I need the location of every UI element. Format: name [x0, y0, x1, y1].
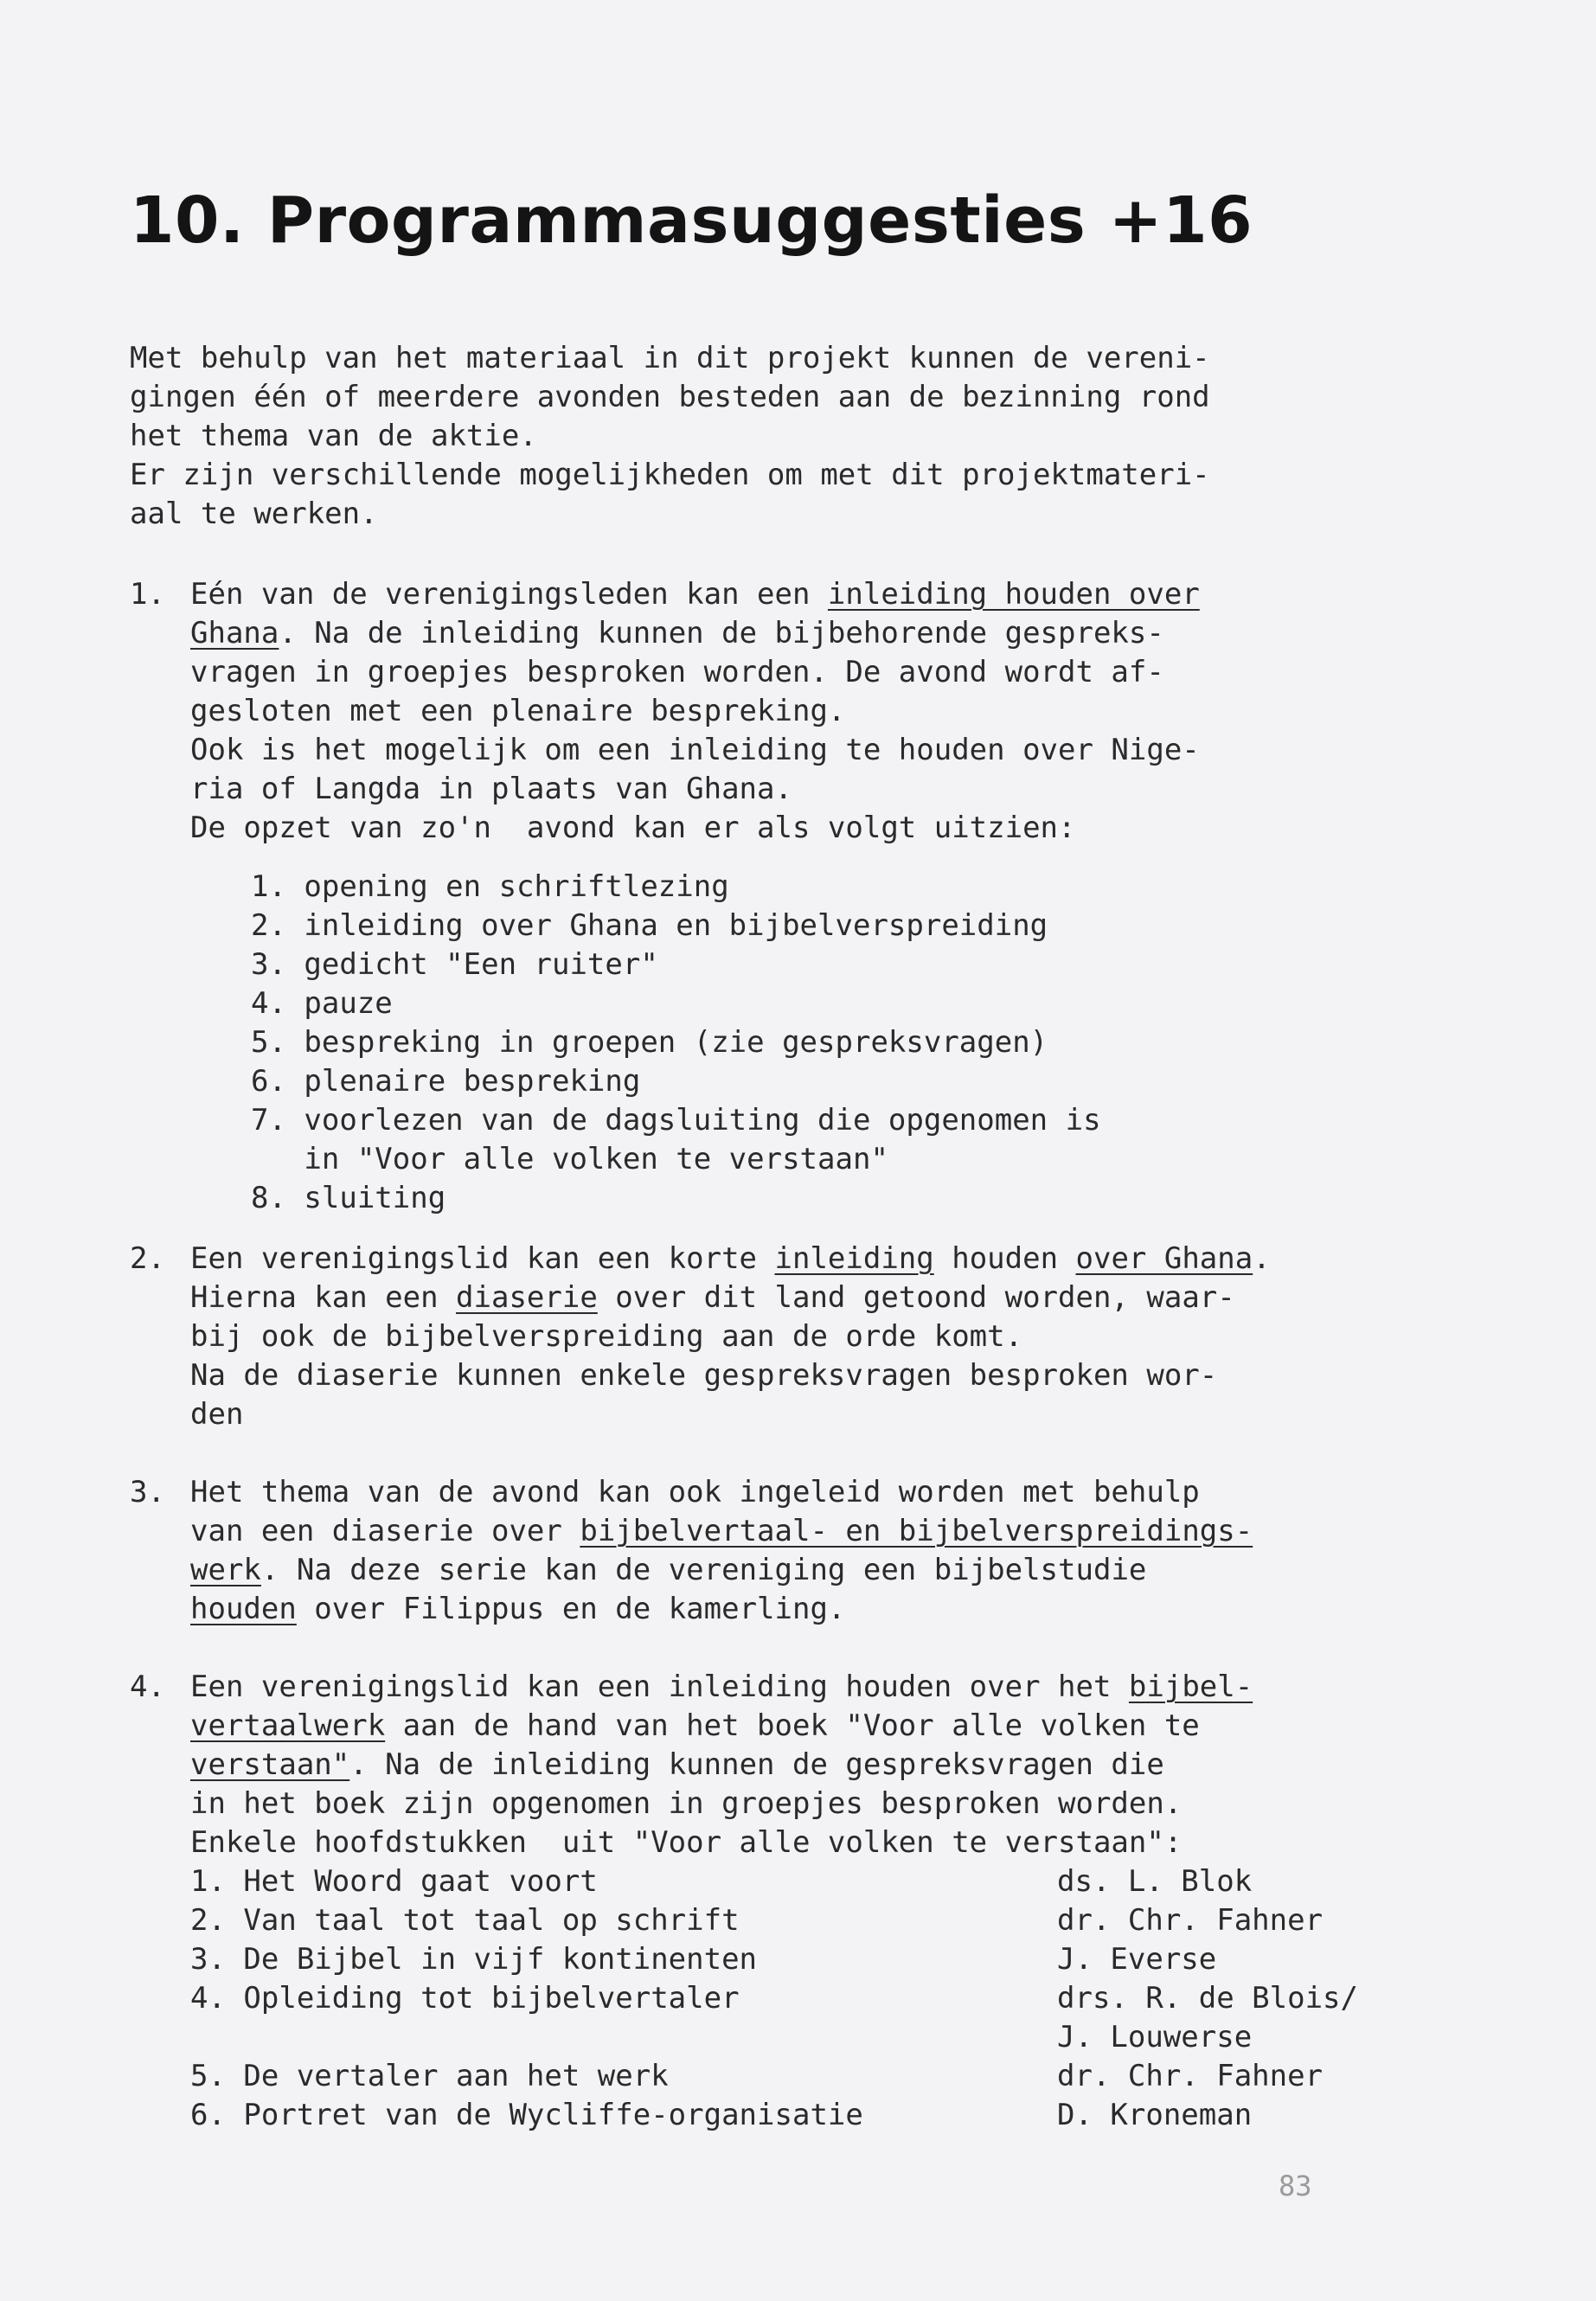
program-item: 4. pauze — [251, 986, 393, 1021]
item1-line: gesloten met een plenaire bespreking. — [190, 694, 846, 728]
chapter-author: drs. R. de Blois/ — [1057, 1981, 1358, 2016]
item3-line: werk. Na deze serie kan de vereniging een bijbelstudie — [190, 1553, 1147, 1587]
chapter-title: 2. Van taal tot taal op schrift — [190, 1903, 740, 1938]
chapter-author: J. Everse — [1057, 1942, 1217, 1977]
chapter-author: D. Kroneman — [1057, 2098, 1253, 2132]
item4-line: in het boek zijn opgenomen in groepjes besproken worden. — [190, 1786, 1183, 1821]
chapter-title: 5. De vertaler aan het werk — [190, 2059, 669, 2093]
chapter-title: 3. De Bijbel in vijf kontinenten — [190, 1942, 758, 1977]
program-item: 6. plenaire bespreking — [251, 1064, 641, 1099]
item-number: 4. — [130, 1670, 165, 1704]
item1-line: Ook is het mogelijk om een inleiding te houden over Nige- — [190, 733, 1200, 767]
item1-line: De opzet van zo'n avond kan er als volgt uitzien: — [190, 811, 1076, 845]
item2-line: bij ook de bijbelverspreiding aan de orde komt. — [190, 1319, 1023, 1354]
program-item: 1. opening en schriftlezing — [251, 869, 729, 904]
item3-line: houden over Filippus en de kamerling. — [190, 1592, 846, 1626]
item1-line: Ghana. Na de inleiding kunnen de bijbehorende gespreks- — [190, 616, 1164, 651]
intro-line: gingen één of meerdere avonden besteden aan de bezinning rond — [130, 380, 1210, 414]
item4-line: vertaalwerk aan de hand van het boek "Voor alle volken te — [190, 1708, 1200, 1743]
item2-line: Hierna kan een diaserie over dit land getoond worden, waar- — [190, 1280, 1235, 1315]
item4-line: verstaan". Na de inleiding kunnen de gespreksvragen die — [190, 1747, 1164, 1782]
item2-line: Een verenigingslid kan een korte inleiding houden over Ghana. — [190, 1241, 1271, 1276]
page-title: 10. Programmasuggesties +16 — [130, 183, 1253, 258]
item4-line: Een verenigingslid kan een inleiding houden over het bijbel- — [190, 1670, 1253, 1704]
chapter-author: J. Louwerse — [1057, 2020, 1253, 2054]
program-item: in "Voor alle volken te verstaan" — [251, 1142, 888, 1176]
item3-line: van een diaserie over bijbelvertaal- en bijbelverspreidings- — [190, 1514, 1253, 1548]
program-item: 2. inleiding over Ghana en bijbelverspreiding — [251, 908, 1048, 943]
item3-line: Het thema van de avond kan ook ingeleid worden met behulp — [190, 1475, 1200, 1509]
program-item: 3. gedicht "Een ruiter" — [251, 947, 658, 982]
intro-line: aal te werken. — [130, 497, 378, 531]
item4-line: Enkele hoofdstukken uit "Voor alle volken te verstaan": — [190, 1825, 1183, 1860]
item2-line: den — [190, 1397, 244, 1432]
item-number: 3. — [130, 1475, 165, 1509]
intro-line: het thema van de aktie. — [130, 419, 537, 453]
item2-line: Na de diaserie kunnen enkele gespreksvragen besproken wor- — [190, 1358, 1218, 1393]
item1-line: ria of Langda in plaats van Ghana. — [190, 772, 792, 806]
item-number: 1. — [130, 577, 165, 612]
program-item: 5. bespreking in groepen (zie gespreksvragen) — [251, 1025, 1048, 1060]
chapter-author: dr. Chr. Fahner — [1057, 2059, 1324, 2093]
intro-line: Er zijn verschillende mogelijkheden om met dit projektmateri- — [130, 458, 1210, 492]
page-number: 83 — [1279, 2170, 1312, 2202]
chapter-title: 1. Het Woord gaat voort — [190, 1864, 598, 1899]
chapter-title: 4. Opleiding tot bijbelvertaler — [190, 1981, 740, 2016]
chapter-author: ds. L. Blok — [1057, 1864, 1253, 1899]
item1-line: vragen in groepjes besproken worden. De avond wordt af- — [190, 655, 1164, 689]
chapter-author: dr. Chr. Fahner — [1057, 1903, 1324, 1938]
intro-line: Met behulp van het materiaal in dit projekt kunnen de vereni- — [130, 341, 1210, 375]
program-item: 8. sluiting — [251, 1181, 446, 1215]
item-number: 2. — [130, 1241, 165, 1276]
program-item: 7. voorlezen van de dagsluiting die opgenomen is — [251, 1103, 1101, 1138]
chapter-title: 6. Portret van de Wycliffe-organisatie — [190, 2098, 863, 2132]
item1-line: Eén van de verenigingsleden kan een inleiding houden over — [190, 577, 1200, 612]
